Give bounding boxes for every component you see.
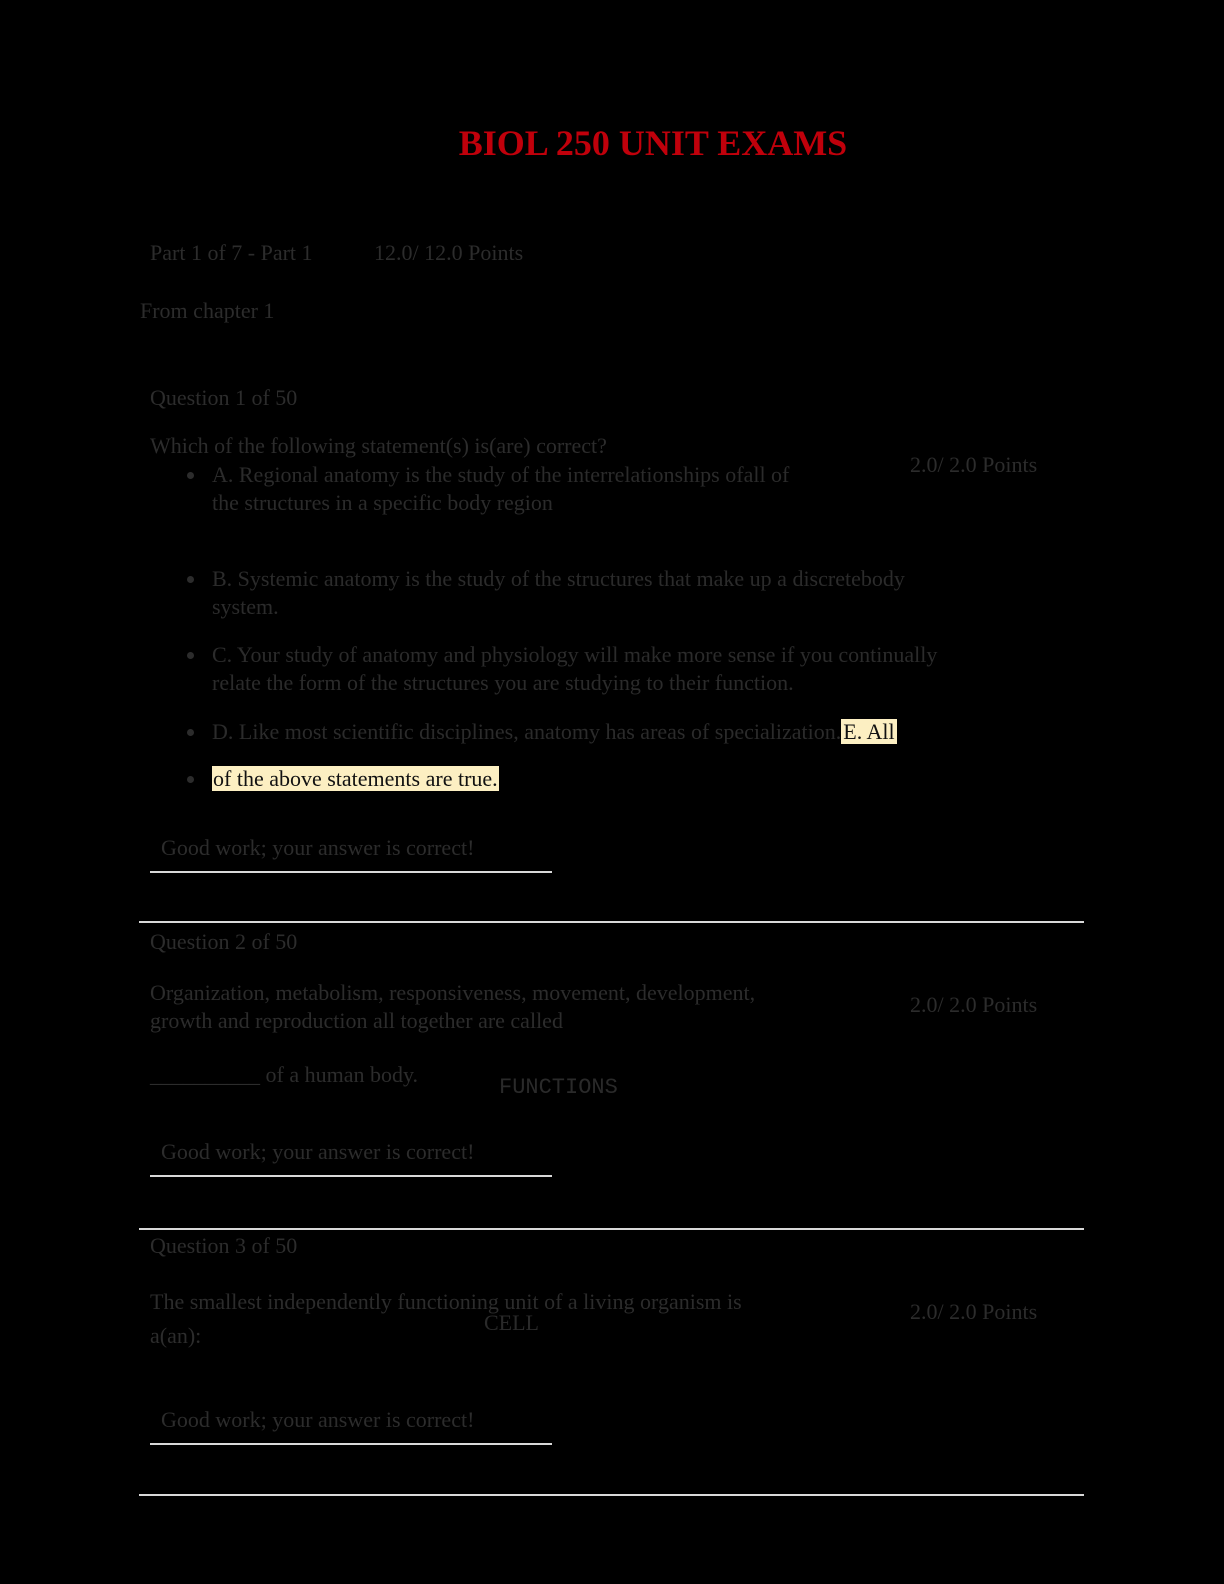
selected-answer-highlight: of the above statements are true.	[213, 766, 498, 791]
bullet-icon	[187, 652, 194, 659]
question-points: 2.0/ 2.0 Points	[910, 1299, 1038, 1324]
feedback-box	[150, 1403, 552, 1445]
question-prompt	[150, 1285, 742, 1353]
feedback-box	[150, 831, 552, 873]
question-points: 2.0/ 2.0 Points	[910, 452, 1038, 477]
answer-options-d	[150, 718, 1030, 746]
question-prompt: Which of the following statement(s) is(are) correct?	[150, 433, 607, 458]
option-e[interactable]	[150, 765, 1030, 793]
prompt-line: a(an):	[150, 1323, 202, 1348]
answer-options-c	[150, 641, 1030, 697]
question-number: Question 3 of 50	[150, 1233, 298, 1258]
option-text: the structures in a specific body region	[212, 490, 553, 515]
feedback-box	[150, 1135, 552, 1177]
selected-answer-highlight: E. All	[843, 719, 895, 744]
part-points: 12.0/ 12.0 Points	[374, 240, 524, 265]
divider	[139, 1494, 1084, 1496]
answer-options-e	[150, 765, 1030, 793]
bullet-icon	[187, 576, 194, 583]
option-text: B. Systemic anatomy is the study of the structures that make up a discretebody	[212, 566, 905, 591]
chapter-source: From chapter 1	[140, 298, 275, 323]
bullet-icon	[187, 776, 194, 783]
feedback-message: Good work; your answer is correct!	[161, 1407, 475, 1432]
fill-in-blank: __________ of a human body.	[150, 1062, 419, 1087]
page-title: BIOL 250 UNIT EXAMS	[458, 123, 848, 163]
option-text: system.	[212, 594, 279, 619]
question-points: 2.0/ 2.0 Points	[910, 992, 1038, 1017]
option-text: A. Regional anatomy is the study of the interrelationships ofall of	[212, 462, 790, 487]
question-number: Question 1 of 50	[150, 385, 298, 410]
option-text: C. Your study of anatomy and physiology will make more sense if you continually	[212, 642, 938, 667]
answer-field[interactable]: CELL	[484, 1310, 539, 1335]
question-prompt	[150, 979, 755, 1035]
prompt-line: growth and reproduction all together are called	[150, 1008, 563, 1033]
question-number: Question 2 of 50	[150, 929, 298, 954]
feedback-message: Good work; your answer is correct!	[161, 835, 475, 860]
option-text: relate the form of the structures you are studying to their function.	[212, 670, 794, 695]
option-c[interactable]	[150, 641, 1030, 697]
divider	[139, 921, 1084, 923]
answer-options-b	[150, 565, 1030, 621]
option-text: D. Like most scientific disciplines, anatomy has areas of specialization.	[212, 719, 842, 744]
answer-options	[150, 461, 1030, 517]
prompt-line: Organization, metabolism, responsiveness, movement, development,	[150, 980, 756, 1005]
option-b[interactable]	[150, 565, 1030, 621]
prompt-line: The smallest independently functioning unit of a living organism is	[150, 1289, 742, 1314]
part-label: Part 1 of 7 - Part 1	[150, 240, 313, 265]
bullet-icon	[187, 729, 194, 736]
bullet-icon	[187, 472, 194, 479]
option-d[interactable]	[150, 718, 1030, 746]
option-a[interactable]	[150, 461, 1030, 517]
feedback-message: Good work; your answer is correct!	[161, 1139, 475, 1164]
divider	[139, 1228, 1084, 1230]
answer-field[interactable]: FUNCTIONS	[499, 1075, 618, 1100]
